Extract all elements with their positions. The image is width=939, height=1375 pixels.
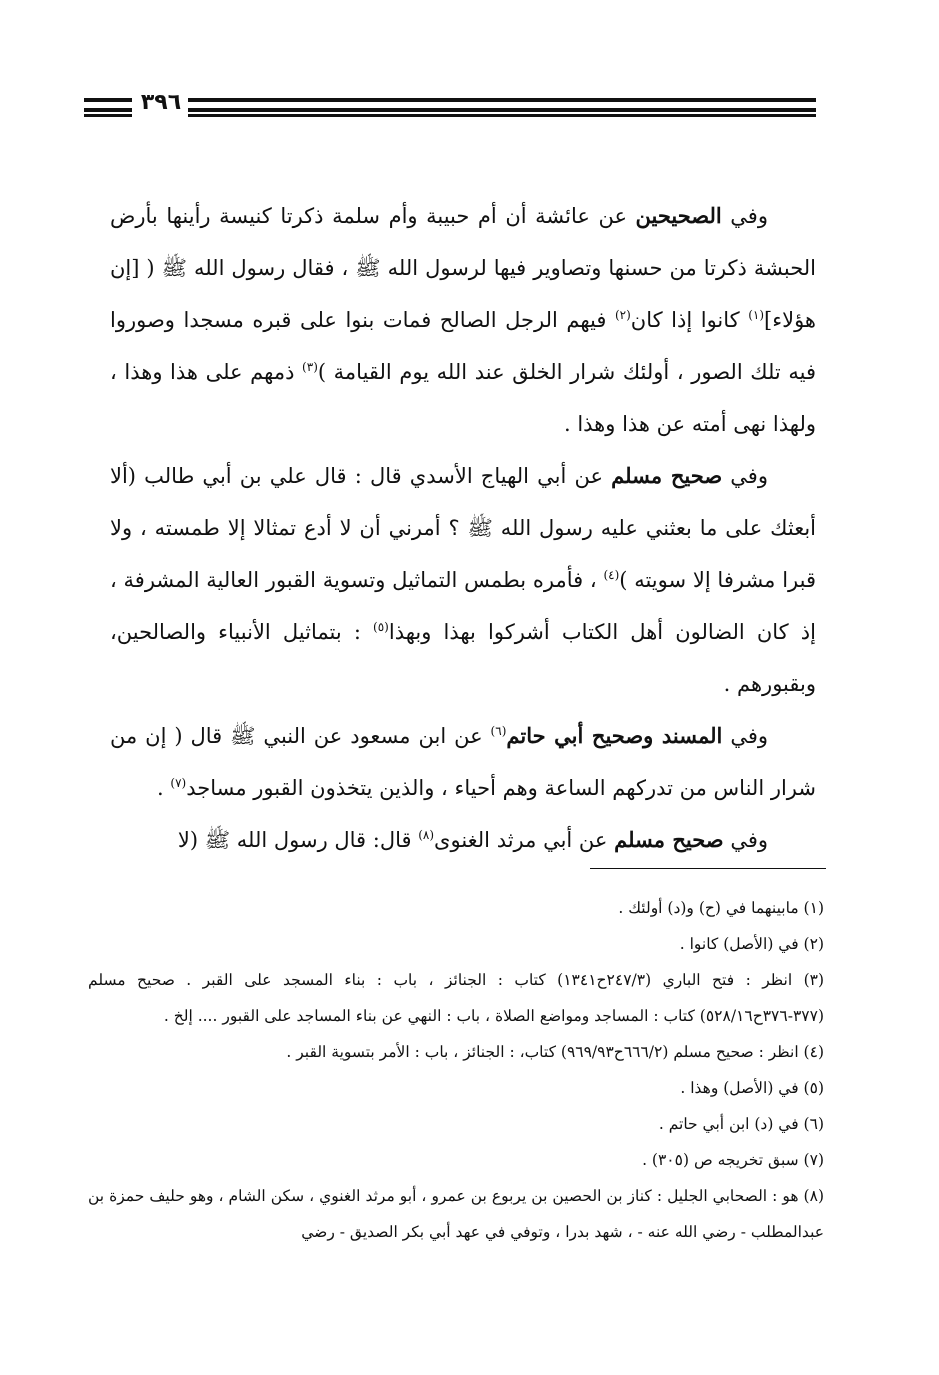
source-title: الصحيحين bbox=[635, 203, 722, 228]
footnote-1: (١) مابينهما في (ح) و(د) أولئك . bbox=[618, 899, 824, 917]
paragraph-3 bbox=[110, 710, 816, 814]
footnote-ref[interactable]: (٥) bbox=[373, 620, 389, 634]
paragraph-2 bbox=[110, 450, 816, 710]
footnote-ref[interactable]: (٢) bbox=[614, 308, 631, 322]
header-rule-left bbox=[84, 98, 132, 112]
footnote-ref[interactable]: (٦) bbox=[490, 724, 507, 738]
footnote-ref[interactable]: (٨) bbox=[418, 828, 435, 842]
footnote-6: (٦) في (د) ابن أبي حاتم . bbox=[658, 1115, 824, 1133]
footnote-4: (٤) انظر : صحيح مسلم (٦٦٦/٢ح٩٦٩/٩٣) كتاب، : الجنائز ، باب : الأمر بتسوية القبر . bbox=[286, 1043, 824, 1061]
footnote-3: (٣) انظر : فتح الباري (٢٤٧/٣ح١٣٤١) كتاب : الجنائز ، باب : بناء المسجد على القبر . صحيح مسلم (٣٧٧-٣٧٦ح٥٢٨/١٦) كتاب : المساجد ومواضع الصلاة ، باب : النهي عن بناء المساجد على القبور .... إلخ . bbox=[88, 971, 825, 1025]
paragraph-4 bbox=[110, 814, 816, 866]
text-run: وفي bbox=[721, 204, 768, 228]
source-title: صحيح مسلم bbox=[614, 827, 724, 852]
text-run: : بتماثيل الأنبياء والصالحين، وبقبورهم . bbox=[110, 620, 816, 696]
footnote-2: (٢) في (الأصل) كانوا . bbox=[679, 935, 824, 953]
text-run: عن أبي الهياج الأسدي قال : قال علي بن أبي طالب (ألا أبعثك على ما بعثني عليه رسول الله ﷺ ؟ أمرني أن لا أدع تمثالا إلا طمسته ، ولا قبرا مشرفا إلا سويته ) bbox=[110, 464, 816, 592]
footnote-separator bbox=[590, 868, 826, 869]
text-run: ، فأمره بطمس التماثيل وتسوية القبور العالية المشرفة ، إذ كان الضالون أهل الكتاب أشركوا بهذا وبهذا bbox=[110, 568, 816, 644]
footnote-ref[interactable]: (١) bbox=[748, 308, 765, 322]
main-text bbox=[110, 190, 816, 866]
text-run: وفي bbox=[723, 828, 768, 852]
footnote-5: (٥) في (الأصل) وهذا . bbox=[680, 1079, 824, 1097]
footnotes bbox=[88, 890, 824, 1250]
paragraph-1 bbox=[110, 190, 816, 450]
footnote-ref[interactable]: (٣) bbox=[302, 360, 318, 374]
footnote-7: (٧) سبق تخريجه ص (٣٠٥) . bbox=[642, 1151, 824, 1169]
text-run: ذمهم على هذا وهذا ، ولهذا نهى أمته عن هذا وهذا . bbox=[110, 360, 816, 436]
text-run: عن عائشة أن أم حبيبة وأم سلمة ذكرتا كنيسة رأينها بأرض الحبشة ذكرتا من حسنها وتصاوير فيها لرسول الله ﷺ ، فقال رسول الله ﷺ ( [إن هؤلاء] bbox=[110, 204, 816, 332]
text-run: وفي bbox=[722, 724, 768, 748]
text-run: عن أبي مرثد الغنوى bbox=[434, 828, 615, 852]
header-rule-right bbox=[188, 98, 816, 112]
footnote-ref[interactable]: (٤) bbox=[603, 568, 620, 582]
text-run: وفي bbox=[722, 464, 768, 488]
source-title: صحيح مسلم bbox=[611, 463, 723, 488]
text-run: فيهم الرجل الصالح فمات بنوا على قبره مسجدا وصوروا فيه تلك الصور ، أولئك شرار الخلق عند الله يوم القيامة ) bbox=[110, 308, 816, 384]
text-run: عن ابن مسعود عن النبي ﷺ قال ( إن من شرار الناس من تدركهم الساعة وهم أحياء ، والذين يتخذون القبور مساجد bbox=[110, 724, 816, 800]
footnote-ref[interactable]: (٧) bbox=[170, 776, 187, 790]
text-run: قال: قال رسول الله ﷺ (لا bbox=[177, 828, 419, 852]
page-number: ٣٩٦ bbox=[140, 90, 182, 115]
page-header bbox=[84, 92, 816, 128]
source-title: المسند وصحيح أبي حاتم bbox=[506, 723, 723, 748]
text-run: . bbox=[157, 776, 171, 800]
text-run: كانوا إذا كان bbox=[630, 308, 749, 332]
footnote-8: (٨) هو : الصحابي الجليل : كناز بن الحصين بن يربوع بن عمرو ، أبو مرثد الغنوي ، سكن الشام ، وهو حليف حمزة بن عبدالمطلب - رضي الله عنه - ، شهد بدرا ، وتوفي في عهد أبي بكر الصديق - رضي bbox=[88, 1187, 824, 1241]
